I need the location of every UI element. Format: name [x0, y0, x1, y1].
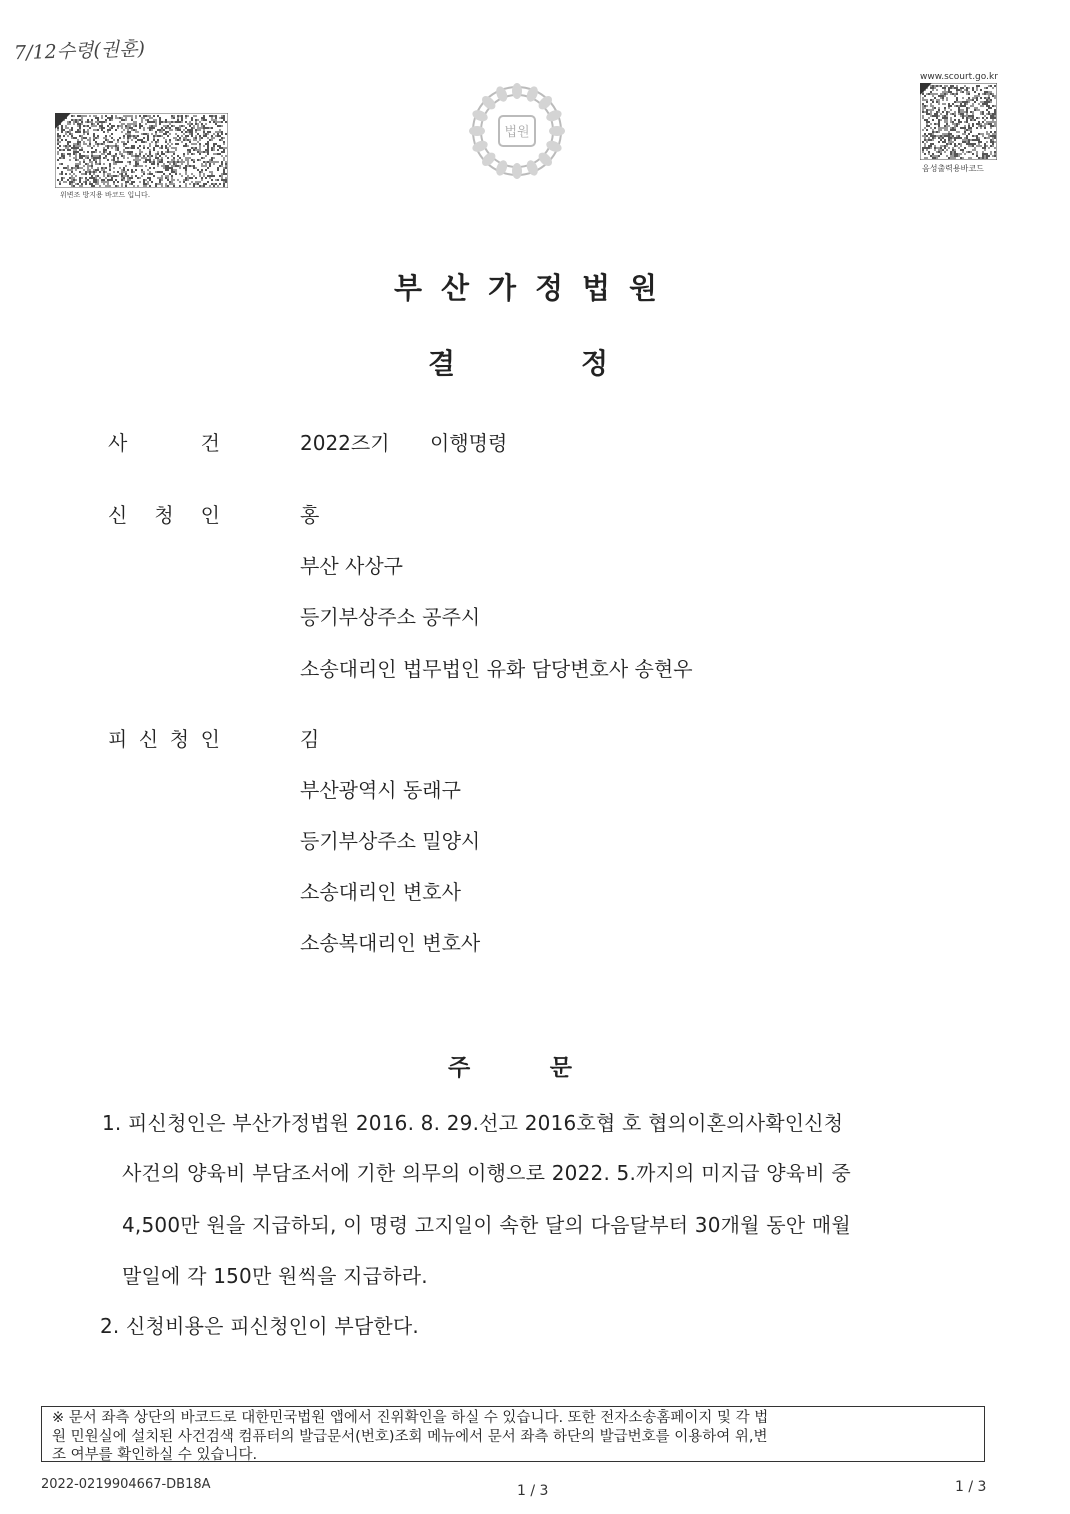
- voice-output-qr-code: [920, 83, 997, 160]
- order-item-2: 2. 신청비용은 피신청인이 부담한다.: [100, 1314, 419, 1338]
- order-item-1-line-4: 말일에 각 150만 원씩을 지급하라.: [122, 1264, 428, 1288]
- order-item-1-line-3: 4,500만 원을 지급하되, 이 명령 고지일이 속한 달의 다음달부터 30개월 동안 매월: [122, 1213, 851, 1237]
- page-number-right: 1 / 3: [955, 1479, 987, 1495]
- applicant-label: 신 청 인: [108, 503, 220, 527]
- applicant-address: 부산 사상구: [300, 554, 403, 578]
- applicant-name: 홍: [300, 503, 320, 527]
- court-seal-emblem: [468, 82, 566, 180]
- respondent-address: 부산광역시 동래구: [300, 778, 461, 802]
- title-char-2: 정: [580, 347, 608, 380]
- notice-line-3: 조 여부를 확인하실 수 있습니다.: [52, 1447, 258, 1463]
- case-label: 사 건: [108, 431, 220, 455]
- order-item-1-line-1: 1. 피신청인은 부산가정법원 2016. 8. 29.선고 2016호협 호 협의이혼의사확인신청: [102, 1111, 844, 1135]
- title-char-1: 결: [428, 347, 456, 380]
- document-title: [428, 342, 608, 382]
- respondent-attorney: 소송대리인 변호사: [300, 880, 461, 904]
- page-number-center: 1 / 3: [517, 1483, 549, 1499]
- barcode-caption: 위변조 방지용 바코드 입니다.: [60, 191, 151, 199]
- respondent-registered-address: 등기부상주소 밀양시: [300, 829, 481, 853]
- handwritten-note: 7/12수령(권훈): [13, 37, 146, 65]
- applicant-registered-address: 등기부상주소 공주시: [300, 605, 481, 629]
- qr-caption: 음성출력용바코드: [922, 164, 984, 173]
- applicant-attorney: 소송대리인 법무법인 유화 담당변호사 송현우: [300, 657, 693, 681]
- respondent-sub-attorney: 소송복대리인 변호사: [300, 931, 481, 955]
- notice-line-1: ※ 문서 좌측 상단의 바코드로 대한민국법원 앱에서 진위확인을 하실 수 있습니다. 또한 전자소송홈페이지 및 각 법: [52, 1410, 769, 1426]
- order-item-1-line-2: 사건의 양육비 부담조서에 기한 의무의 이행으로 2022. 5.까지의 미지급 양육비 중: [122, 1161, 851, 1185]
- court-name: 부산가정법원: [393, 271, 677, 305]
- respondent-label: 피 신 청 인: [108, 727, 220, 751]
- case-name: 이행명령: [430, 431, 508, 455]
- anti-forgery-barcode: [55, 113, 228, 188]
- respondent-name: 김: [300, 727, 320, 751]
- notice-line-2: 원 민원실에 설치된 사건검색 컴퓨터의 발급문서(번호)조회 메뉴에서 문서 좌측 하단의 발급번호를 이용하여 위,변: [52, 1428, 768, 1445]
- verification-notice: [41, 1406, 985, 1462]
- seal-text: 법원: [504, 125, 530, 140]
- qr-url: www.scourt.go.kr: [920, 72, 998, 82]
- case-number: 2022즈기: [300, 431, 390, 455]
- order-title: 주 문: [448, 1055, 572, 1081]
- issue-number: 2022-0219904667-DB18A: [41, 1477, 211, 1492]
